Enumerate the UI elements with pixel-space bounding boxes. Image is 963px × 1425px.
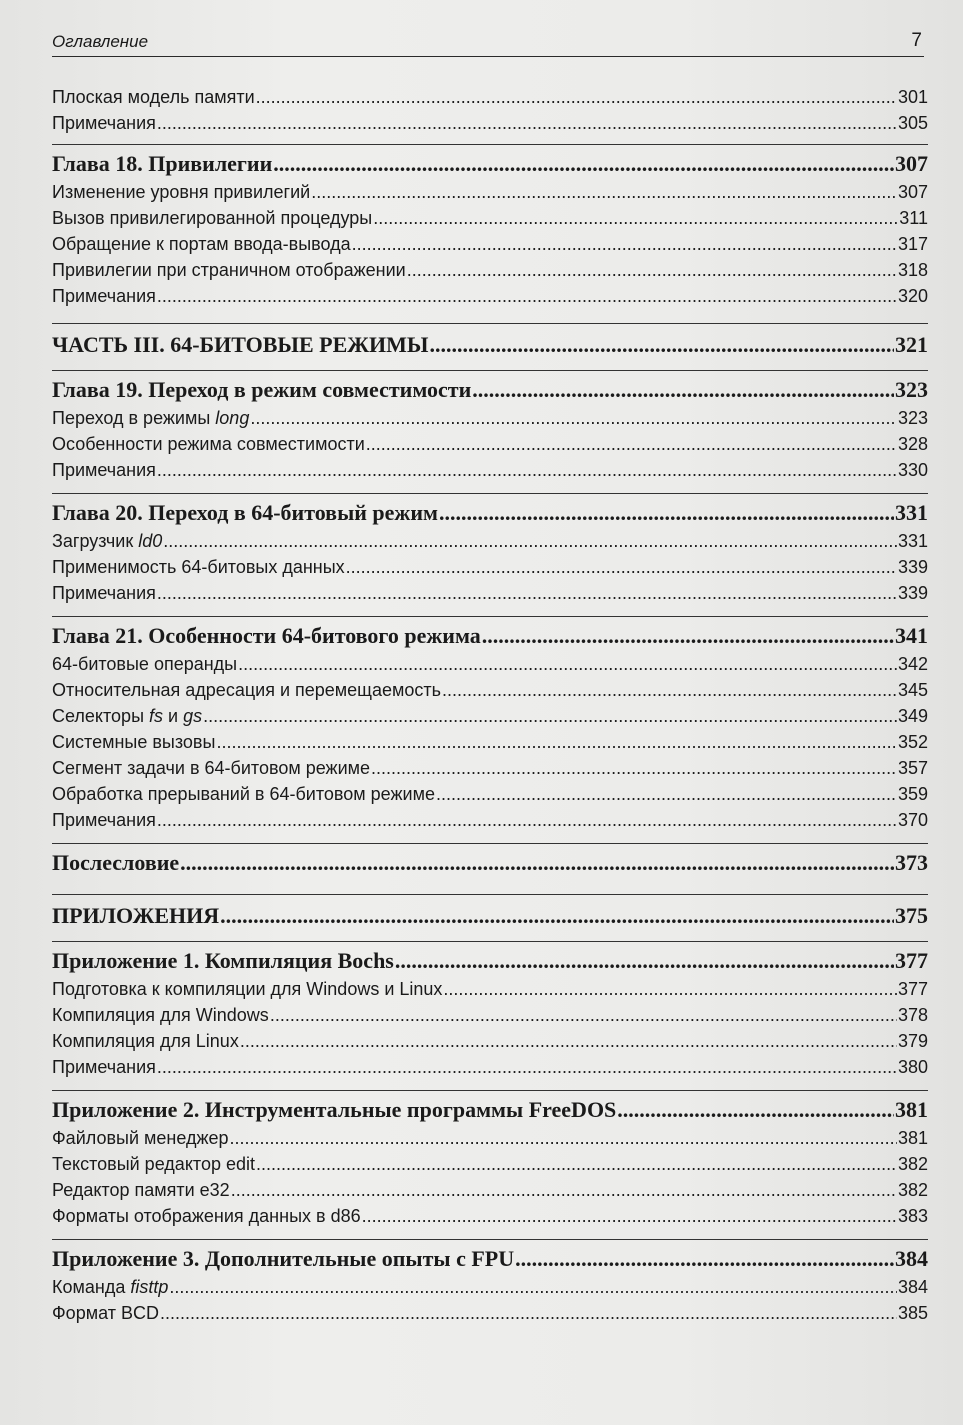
toc-entry-title <box>52 703 202 729</box>
toc-page-number: 359 <box>897 784 928 804</box>
toc-entry-title: ld0 <box>138 531 163 551</box>
toc-entry-title: Примечания <box>52 810 156 830</box>
toc-page-number: 378 <box>897 1005 928 1025</box>
toc-entry-title: Глава 20. Переход в 64-битовый режим <box>52 500 439 525</box>
toc-entry-title: Формат BCD <box>52 1303 159 1323</box>
dot-leader <box>157 1054 897 1080</box>
toc-page-number: 323 <box>897 408 928 428</box>
dot-leader <box>203 703 897 729</box>
toc-section[interactable] <box>52 457 928 483</box>
toc-entry-title: Особенности режима совместимости <box>52 434 365 454</box>
toc-section[interactable] <box>52 110 928 136</box>
dot-leader <box>180 848 894 878</box>
toc-entry-title: Селекторы <box>52 706 150 726</box>
toc-page-number: 331 <box>897 531 928 551</box>
toc-entry-title: Файловый менеджер <box>52 1128 229 1148</box>
toc-entry-title <box>52 1274 168 1300</box>
toc-entry-title <box>52 528 162 554</box>
toc-section[interactable] <box>52 580 928 606</box>
dot-leader <box>163 528 897 554</box>
dot-leader <box>157 110 897 136</box>
toc-page-number: 339 <box>897 557 928 577</box>
dot-leader <box>157 283 897 309</box>
dot-leader <box>160 1300 897 1326</box>
toc-entry-title: Примечания <box>52 460 156 480</box>
toc-entry-title: gs <box>183 706 203 726</box>
toc-page-number: 383 <box>897 1206 928 1226</box>
toc-page-number: 381 <box>895 1097 928 1122</box>
dot-leader <box>231 1177 897 1203</box>
toc-section[interactable] <box>52 431 928 457</box>
dot-leader <box>273 149 894 179</box>
toc-page-number: 305 <box>897 113 928 133</box>
divider <box>52 616 928 617</box>
toc-page-number: 321 <box>895 332 928 357</box>
dot-leader <box>157 457 897 483</box>
dot-leader <box>373 205 898 231</box>
toc-entry-title: Текстовый редактор edit <box>52 1154 255 1174</box>
dot-leader <box>439 498 894 528</box>
toc-page-number: 320 <box>897 286 928 306</box>
divider <box>52 1090 928 1091</box>
dot-leader <box>395 946 894 976</box>
divider <box>52 323 928 324</box>
toc-entry-title: Применимость 64-битовых данных <box>52 557 345 577</box>
toc-entry-title: Системные вызовы <box>52 732 216 752</box>
dot-leader <box>352 231 897 257</box>
toc-entry-title: и <box>163 706 184 726</box>
divider <box>52 144 928 145</box>
toc-section[interactable] <box>52 1054 928 1080</box>
dot-leader <box>250 405 897 431</box>
toc-section[interactable] <box>52 528 928 554</box>
dot-leader <box>366 431 897 457</box>
toc-entry-title: Компиляция для Windows <box>52 1005 269 1025</box>
toc-entry-title: Глава 18. Привилегии <box>52 151 273 176</box>
toc-entry-title: Переход в режимы <box>52 408 216 428</box>
toc-page-number: 345 <box>897 680 928 700</box>
toc-appendix-1[interactable] <box>52 946 928 976</box>
toc-section[interactable] <box>52 651 928 677</box>
toc-page-number: 384 <box>895 1246 928 1271</box>
toc-entry-title: Компиляция для Linux <box>52 1031 239 1051</box>
dot-leader <box>256 1151 897 1177</box>
toc-entry-title: Примечания <box>52 286 156 306</box>
divider <box>52 894 928 895</box>
toc-section[interactable] <box>52 1274 928 1300</box>
toc-page-number: 318 <box>897 260 928 280</box>
dot-leader <box>617 1095 894 1125</box>
toc-entry-title: ПРИЛОЖЕНИЯ <box>52 903 220 928</box>
toc-page-number: 357 <box>897 758 928 778</box>
toc-page-number: 375 <box>895 903 928 928</box>
divider <box>52 843 928 844</box>
toc-page-number: 328 <box>897 434 928 454</box>
toc-afterword[interactable] <box>52 848 928 878</box>
toc-entry-title: Подготовка к компиляции для Windows и Linux <box>52 979 443 999</box>
toc-section[interactable] <box>52 1300 928 1326</box>
toc-appendix-3[interactable] <box>52 1244 928 1274</box>
header-page-number: 7 <box>911 30 922 51</box>
toc-page-number: 373 <box>895 850 928 875</box>
toc-page-number: 331 <box>895 500 928 525</box>
dot-leader <box>371 755 897 781</box>
toc-entry-title: Послесловие <box>52 850 180 875</box>
toc-page-number: 323 <box>895 377 928 402</box>
toc-page-number: 382 <box>897 1180 928 1200</box>
toc-page-number: 330 <box>897 460 928 480</box>
divider <box>52 1239 928 1240</box>
dot-leader <box>311 179 897 205</box>
dot-leader <box>515 1244 894 1274</box>
toc-entry-title: Приложение 1. Компиляция Bochs <box>52 948 394 973</box>
dot-leader <box>362 1203 897 1229</box>
dot-leader <box>430 330 894 360</box>
toc-entry-title: Относительная адресация и перемещаемость <box>52 680 442 700</box>
header-title: Оглавление <box>52 32 149 51</box>
dot-leader <box>157 807 897 833</box>
toc-entry-title <box>52 405 249 431</box>
toc-page-number: 307 <box>897 182 928 202</box>
toc-section[interactable] <box>52 1028 928 1054</box>
toc-entry-title: Привилегии при страничном отображении <box>52 260 406 280</box>
dot-leader <box>407 257 897 283</box>
toc-section[interactable] <box>52 205 928 231</box>
toc-section[interactable] <box>52 257 928 283</box>
divider <box>52 941 928 942</box>
divider <box>52 493 928 494</box>
dot-leader <box>482 621 894 651</box>
toc-entry-title: Форматы отображения данных в d86 <box>52 1206 361 1226</box>
toc-section[interactable] <box>52 755 928 781</box>
toc-page-number: 317 <box>897 234 928 254</box>
dot-leader <box>442 677 897 703</box>
toc-section[interactable] <box>52 84 928 110</box>
toc-entry-title: fisttp <box>130 1277 169 1297</box>
toc-entry-title: Приложение 3. Дополнительные опыты с FPU <box>52 1246 515 1271</box>
dot-leader <box>240 1028 897 1054</box>
toc-section[interactable] <box>52 1151 928 1177</box>
toc-section[interactable] <box>52 677 928 703</box>
toc-page-number: 352 <box>897 732 928 752</box>
toc-chapter-20[interactable] <box>52 498 928 528</box>
toc-page-number: 381 <box>897 1128 928 1148</box>
toc-section[interactable] <box>52 231 928 257</box>
dot-leader <box>443 976 897 1002</box>
toc-page-number: 377 <box>895 948 928 973</box>
toc-page-number: 349 <box>897 706 928 726</box>
toc-page-number: 379 <box>897 1031 928 1051</box>
dot-leader <box>220 901 894 931</box>
toc-page-number: 370 <box>897 810 928 830</box>
toc-page-number: 341 <box>895 623 928 648</box>
toc-entry-title: Изменение уровня привилегий <box>52 182 311 202</box>
toc-entry-title: Загрузчик <box>52 531 139 551</box>
toc-section[interactable] <box>52 976 928 1002</box>
dot-leader <box>346 554 897 580</box>
toc-section[interactable] <box>52 554 928 580</box>
toc-entry-title: Плоская модель памяти <box>52 87 255 107</box>
toc-page-number: 301 <box>897 87 928 107</box>
dot-leader <box>169 1274 897 1300</box>
toc-chapter-21[interactable] <box>52 621 928 651</box>
toc-section[interactable] <box>52 283 928 309</box>
toc-entry-title: Обработка прерываний в 64-битовом режиме <box>52 784 435 804</box>
toc-section[interactable] <box>52 703 928 729</box>
dot-leader <box>256 84 897 110</box>
toc-appendix-2[interactable] <box>52 1095 928 1125</box>
toc-entry-title: Сегмент задачи в 64-битовом режиме <box>52 758 371 778</box>
toc-appendices[interactable] <box>52 901 928 931</box>
toc-entry-title: Примечания <box>52 583 156 603</box>
toc-entry-title: Примечания <box>52 113 156 133</box>
toc-section[interactable] <box>52 781 928 807</box>
toc-page-number: 382 <box>897 1154 928 1174</box>
toc-entry-title: Глава 21. Особенности 64-битового режима <box>52 623 481 648</box>
toc-page-number: 377 <box>897 979 928 999</box>
dot-leader <box>472 375 894 405</box>
toc-section[interactable] <box>52 1125 928 1151</box>
toc-section[interactable] <box>52 1002 928 1028</box>
toc-entry-title: long <box>215 408 250 428</box>
dot-leader <box>436 781 897 807</box>
toc-part-3[interactable] <box>52 330 928 360</box>
toc-page-number: 307 <box>895 151 928 176</box>
table-of-contents <box>52 80 928 1326</box>
running-header <box>52 30 924 57</box>
toc-entry-title: fs <box>149 706 164 726</box>
toc-section[interactable] <box>52 729 928 755</box>
dot-leader <box>270 1002 897 1028</box>
toc-entry-title: Глава 19. Переход в режим совместимости <box>52 377 472 402</box>
dot-leader <box>216 729 897 755</box>
toc-section[interactable] <box>52 405 928 431</box>
dot-leader <box>157 580 897 606</box>
toc-chapter-18[interactable] <box>52 149 928 179</box>
divider <box>52 370 928 371</box>
toc-page-number: 339 <box>897 583 928 603</box>
dot-leader <box>230 1125 897 1151</box>
toc-entry-title: 64-битовые операнды <box>52 654 238 674</box>
toc-page-number: 385 <box>897 1303 928 1323</box>
toc-entry-title: Редактор памяти e32 <box>52 1180 230 1200</box>
toc-entry-title: Примечания <box>52 1057 156 1077</box>
dot-leader <box>238 651 897 677</box>
toc-section[interactable] <box>52 179 928 205</box>
toc-page-number: 384 <box>897 1277 928 1297</box>
toc-entry-title: Команда <box>52 1277 131 1297</box>
toc-page-number: 380 <box>897 1057 928 1077</box>
toc-page-number: 311 <box>899 208 928 228</box>
toc-entry-title: Вызов привилегированной процедуры <box>52 208 373 228</box>
toc-entry-title: Приложение 2. Инструментальные программы FreeDOS <box>52 1097 617 1122</box>
toc-chapter-19[interactable] <box>52 375 928 405</box>
toc-entry-title: Обращение к портам ввода-вывода <box>52 234 351 254</box>
toc-section[interactable] <box>52 1177 928 1203</box>
toc-page-number: 342 <box>897 654 928 674</box>
toc-entry-title: ЧАСТЬ III. 64-БИТОВЫЕ РЕЖИМЫ <box>52 332 429 357</box>
toc-section[interactable] <box>52 807 928 833</box>
toc-section[interactable] <box>52 1203 928 1229</box>
